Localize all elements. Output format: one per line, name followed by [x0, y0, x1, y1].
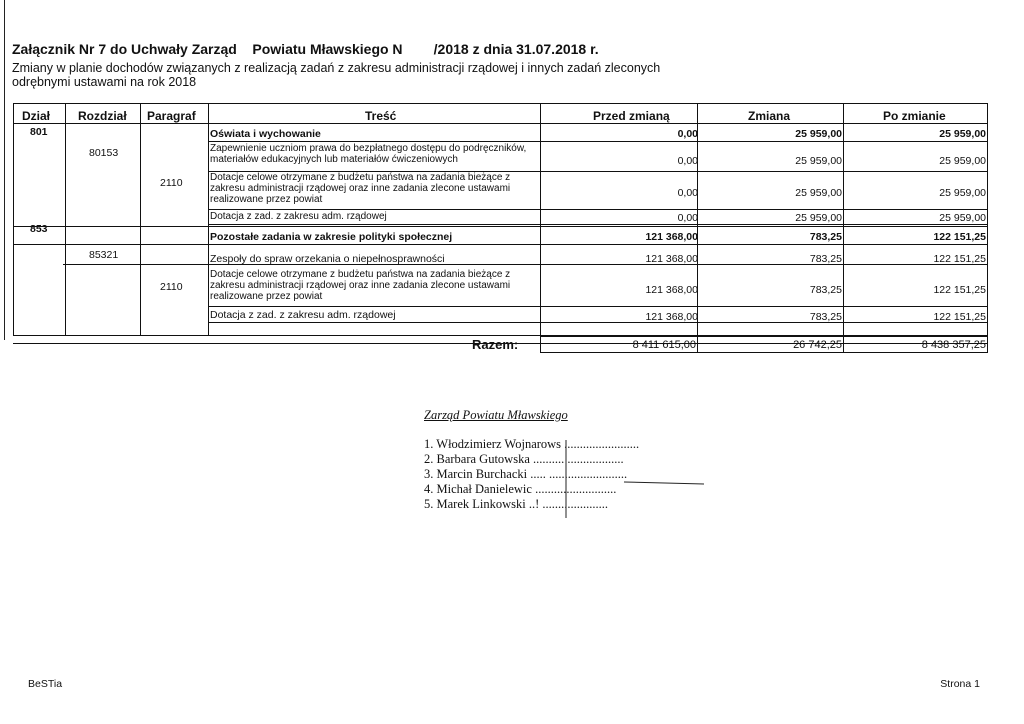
table-row-tresc: Dotacja z zad. z zakresu adm. rządowej [210, 309, 396, 321]
income-changes-table [13, 103, 988, 345]
table-row-przed: 121 368,00 [645, 311, 698, 323]
table-row-zmiana: 25 959,00 [795, 187, 842, 199]
table-row-po: 25 959,00 [939, 187, 986, 199]
table-row-tresc: Zespoły do spraw orzekania o niepełnosprawności [210, 253, 445, 265]
table-row-po: 122 151,25 [933, 231, 986, 243]
table-row-paragraf: 2110 [160, 281, 183, 293]
col-header-tresc: Treść [365, 109, 397, 123]
table-row-przed: 121 368,00 [645, 284, 698, 296]
page-edge [4, 0, 5, 340]
board-member: 4. Michał Danielewic .......................... [424, 482, 617, 496]
table-row-dzial: 801 [30, 126, 48, 138]
table-row-paragraf: 2110 [160, 177, 183, 189]
board-member: 1. Włodzimierz Wojnarows ........................ [424, 437, 640, 451]
document-subtitle: Zmiany w planie dochodów związanych z realizacją zadań z zakresu administracji rządowej i innych zadań zleconych odrębnymi ustawami na rok 2018 [12, 61, 661, 89]
table-row-tresc: Oświata i wychowanie [210, 128, 321, 140]
table-row-tresc: Dotacja z zad. z zakresu adm. rządowej [210, 211, 387, 222]
total-przed: 8 411 615,00 [632, 339, 696, 351]
table-row-po: 25 959,00 [939, 212, 986, 224]
table-row-dzial: 853 [30, 223, 48, 235]
table-row-zmiana: 25 959,00 [795, 155, 842, 167]
table-row-przed: 0,00 [677, 155, 698, 167]
table-row-zmiana: 783,25 [809, 253, 842, 265]
table-row-po: 25 959,00 [939, 155, 986, 167]
total-po: 8 438 357,25 [921, 339, 986, 351]
table-row-zmiana: 783,25 [809, 284, 842, 296]
col-header-paragraf: Paragraf [147, 109, 196, 123]
total-zmiana: 26 742,25 [793, 339, 842, 351]
table-row-przed: 121 368,00 [645, 253, 698, 265]
table-row-przed: 0,00 [677, 128, 698, 140]
table-row-po: 122 151,25 [933, 253, 986, 265]
board-member: 3. Marcin Burchacki ..... ......................... [424, 467, 628, 481]
col-header-zmiana: Zmiana [748, 109, 791, 123]
footer-left: BeSTia [28, 678, 63, 690]
table-row-zmiana: 25 959,00 [795, 128, 842, 140]
table-row-tresc: Pozostałe zadania w zakresie polityki społecznej [210, 231, 453, 243]
col-header-przed-zmiana: Przed zmianą [593, 109, 670, 123]
table-row-tresc: Dotacje celowe otrzymane z budżetu państwa na zadania bieżące z zakresu administracji rządowej oraz inne zadania zlecone ustawami realizowane przez powiat [210, 269, 511, 302]
table-row-zmiana: 783,25 [809, 231, 842, 243]
table-row-zmiana: 25 959,00 [795, 212, 842, 224]
table-row-przed: 121 368,00 [645, 231, 698, 243]
table-row-po: 122 151,25 [933, 311, 986, 323]
col-header-dzial: Dział [22, 109, 51, 123]
table-row-tresc: Zapewnienie uczniom prawa do bezpłatnego dostępu do podręczników, materiałów edukacyjnych lub materiałów ćwiczeniowych [210, 143, 527, 165]
footer-right: Strona 1 [940, 678, 980, 690]
total-label: Razem: [472, 337, 519, 352]
table-row-przed: 0,00 [677, 187, 698, 199]
table-row-rozdzial: 80153 [89, 147, 119, 159]
board-title: Zarząd Powiatu Mławskiego [424, 408, 568, 422]
col-header-po-zmianie: Po zmianie [883, 109, 946, 123]
table-row-po: 25 959,00 [939, 128, 986, 140]
table-row-rozdzial: 85321 [89, 249, 119, 261]
table-row-przed: 0,00 [677, 212, 698, 224]
table-row-po: 122 151,25 [933, 284, 986, 296]
board-member: 5. Marek Linkowski ..! ..................... [424, 497, 609, 511]
table-row-tresc: Dotacje celowe otrzymane z budżetu państwa na zadania bieżące z zakresu administracji rządowej oraz inne zadania zlecone ustawami realizowane przez powiat [210, 172, 511, 205]
signature-marks [560, 440, 720, 520]
col-header-rozdzial: Rozdział [78, 109, 127, 123]
board-member: 2. Barbara Gutowska .......... .................. [424, 452, 624, 466]
table-row-zmiana: 783,25 [809, 311, 842, 323]
document-title: Załącznik Nr 7 do Uchwały Zarząd Powiatu Mławskiego N /2018 z dnia 31.07.2018 r. [12, 41, 599, 57]
